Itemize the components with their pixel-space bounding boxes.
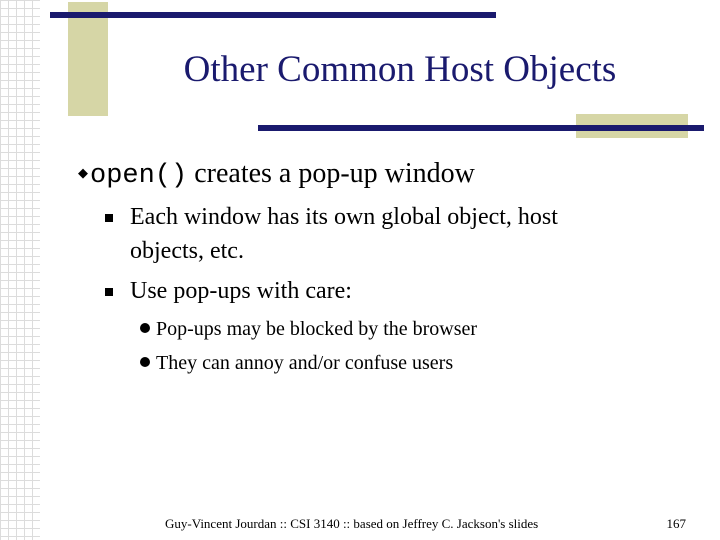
title-rule-top	[50, 12, 496, 18]
slide-footer: Guy-Vincent Jourdan :: CSI 3140 :: based on Jeffrey C. Jackson's slides	[165, 516, 539, 531]
subsubbullet-2-text: They can annoy and/or confuse users	[156, 352, 454, 374]
bullet-level1-text: creates a pop-up window	[187, 158, 475, 189]
subbullet-1-line1: Each window has its own global object, host	[130, 204, 558, 230]
subsubbullet-2	[140, 350, 453, 376]
diamond-bullet-icon: ◆	[78, 166, 88, 181]
code-open: open()	[90, 161, 188, 191]
subsubbullet-1	[140, 316, 477, 342]
subbullet-1-line2: objects, etc.	[130, 238, 244, 264]
square-bullet-icon	[105, 288, 113, 296]
title-rule-bottom	[258, 125, 704, 131]
accent-block-top	[68, 2, 108, 116]
subbullet-2-line1: Use pop-ups with care:	[130, 278, 352, 304]
slide-title: Other Common Host Objects	[183, 49, 617, 90]
subsubbullet-1-text: Pop-ups may be blocked by the browser	[156, 318, 478, 340]
grid-pattern-decoration	[0, 0, 40, 540]
dot-bullet-icon	[140, 323, 150, 333]
page-number: 167	[666, 516, 686, 531]
dot-bullet-icon	[140, 357, 150, 367]
square-bullet-icon	[105, 214, 113, 222]
bullet-level1	[78, 156, 475, 194]
